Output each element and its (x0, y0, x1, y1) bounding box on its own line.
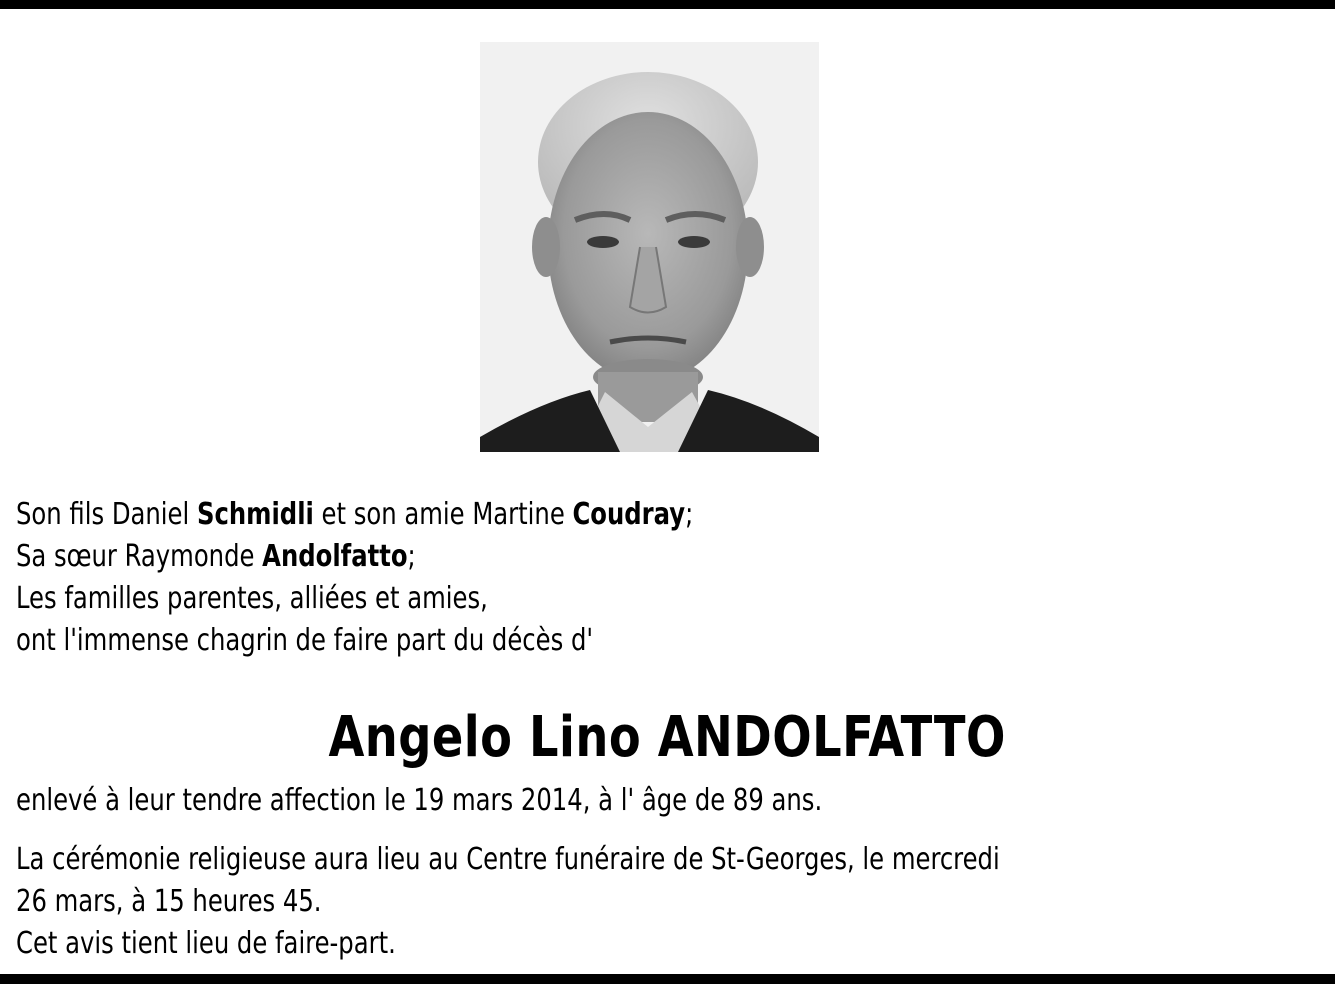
intro-line-3: Les familles parentes, alliées et amies, (16, 581, 488, 616)
deceased-date-paragraph (16, 780, 1189, 822)
deceased-name-heading (0, 700, 1335, 776)
partner-surname: Coudray (572, 497, 686, 532)
ceremony-line-3: Cet avis tient lieu de faire-part. (16, 926, 396, 961)
ceremony-paragraph (16, 839, 1189, 965)
top-rule (0, 0, 1335, 9)
intro-line-4: ont l'immense chagrin de faire part du décès d' (16, 623, 594, 658)
ceremony-line-2: 26 mars, à 15 heures 45. (16, 884, 322, 919)
bottom-rule (0, 974, 1335, 984)
intro-line-1-middle: et son amie Martine (313, 497, 573, 532)
intro-line-2-text: Sa sœur Raymonde (16, 539, 263, 574)
portrait-illustration (480, 42, 819, 452)
intro-line-2 (16, 536, 1189, 578)
son-surname: Schmidli (196, 497, 314, 532)
intro-paragraph (16, 494, 1189, 662)
portrait-photo (480, 42, 819, 452)
deceased-name: Angelo Lino ANDOLFATTO (328, 705, 1007, 770)
intro-line-1-text: Son fils Daniel (16, 497, 197, 532)
intro-line-1 (16, 494, 1189, 536)
intro-line-2-end: ; (407, 539, 416, 574)
sister-surname: Andolfatto (262, 539, 408, 574)
deceased-date-line: enlevé à leur tendre affection le 19 mars 2014, à l' âge de 89 ans. (16, 783, 823, 818)
ceremony-line-1: La cérémonie religieuse aura lieu au Centre funéraire de St-Georges, le mercredi (16, 842, 1000, 877)
intro-line-1-end: ; (685, 497, 694, 532)
